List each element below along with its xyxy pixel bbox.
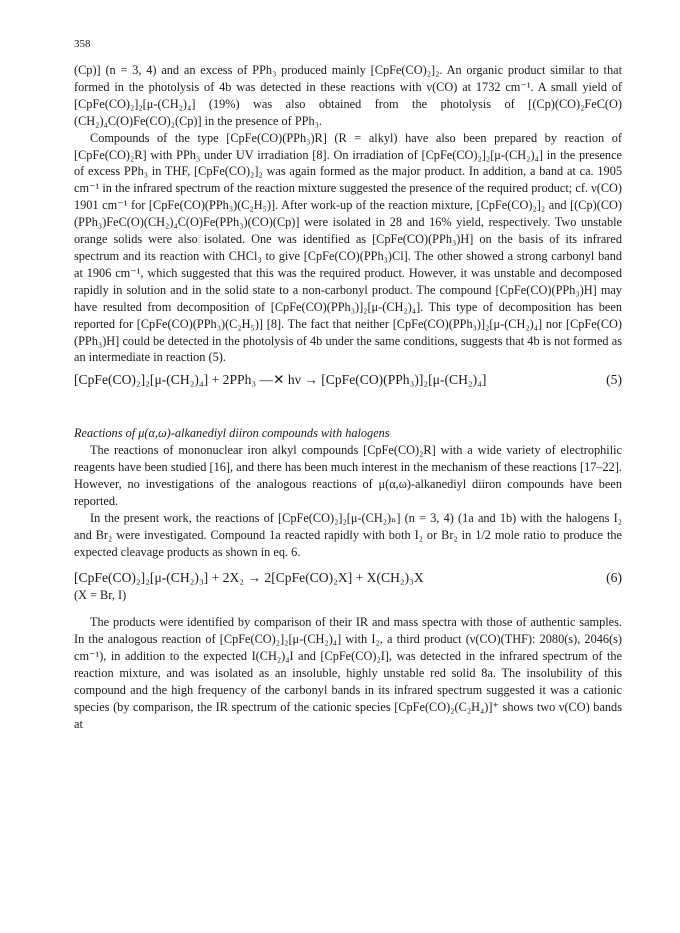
section-heading: Reactions of μ(α,ω)-alkanediyl diiron compounds with halogens <box>74 426 390 441</box>
paragraph-continued: (Cp)] (n = 3, 4) and an excess of PPh₃ produced mainly [CpFe(CO)₂]₂. An organic product similar to that formed in the photolysis of 4b was detected in these reactions with ν(CO) at 1732 cm⁻¹. A small yield of [CpFe(CO)₂]₂[μ-(CH₂)₄] (19%) was also obtained from the photolysis of [(Cp)(CO)₂FeC(O)(CH₂)₄C(O)Fe(CO)₂(Cp)] in the presence of PPh₃. <box>74 63 622 128</box>
article-body <box>74 62 622 733</box>
equation-5-number: (5) <box>606 372 622 388</box>
equation-6 <box>74 570 622 587</box>
paragraph-compounds: Compounds of the type [CpFe(CO)(PPh₃)R] (R = alkyl) have also been prepared by reaction of [CpFe(CO)₂R] with PPh₃ under UV irradiation [8]. On irradiation of [CpFe(CO)₂]₂[μ-(CH₂)₄] in the presence of excess PPh₃ in THF, [CpFe(CO)₂]₂ was again formed as the major product. In addition, a band at ca. 1905 cm⁻¹ in the infrared spectrum of the reaction mixture suggested the presence of the required product; cf. ν(CO) 1901 cm⁻¹ for [CpFe(CO)(PPh₃)(C₂H₅)]. After work-up of the reaction mixture, [CpFe(CO)₂]₂ and [(Cp)(CO)(PPh₃)FeC(O)(CH₂)₄C(O)Fe(PPh₃)(CO)(Cp)] were isolated in 28 and 16% yield, respectively. Two unstable orange solids were also isolated. One was identified as [CpFe(CO)(PPh₃)H] on the basis of its infrared spectrum and its reaction with CHCl₃ to give [CpFe(CO)(PPh₃)Cl]. The other showed a strong carbonyl band at 1906 cm⁻¹, which suggested that this was the required product. However, it was unstable and decomposed rapidly in solution and in the solid state to a non-carbonyl product. The compound [CpFe(CO)(PPh₃)H] may have resulted from decomposition of [CpFe(CO)(PPh₃)]₂[μ-(CH₂)₄]. This type of decomposition has been reported for [CpFe(CO)(PPh₃)(C₂H₅)] [8]. The fact that neither [CpFe(CO)(PPh₃)]₂[μ-(CH₂)₄] nor [CpFe(CO)(PPh₃)H] could be detected in the photolysis of 4b under the same conditions, suggests that 4b is not formed as an intermediate in reaction (5). <box>74 130 622 365</box>
page-number: 358 <box>74 38 91 50</box>
paragraph-present-work: In the present work, the reactions of [CpFe(CO)₂]₂[μ-(CH₂)ₙ] (n = 3, 4) (1a and 1b) with the halogens I₂ and Br₂ were investigated. Compound 1a reacted rapidly with both I₂ or Br₂ in 1/2 mole ratio to produce the expected cleavage products as shown in eq. 6. <box>74 510 622 559</box>
paragraph-reactions: The reactions of mononuclear iron alkyl compounds [CpFe(CO)₂R] with a wide variety of electrophilic reagents have been studied [16], and there has been much interest in the mechanism of these reactions [17–22]. However, no investigations of the analogous reactions of μ(α,ω)-alkanediyl diiron compounds have been reported. <box>74 443 622 508</box>
equation-5 <box>74 372 622 389</box>
equation-6-condition: (X = Br, I) <box>74 588 127 603</box>
equation-5-text: [CpFe(CO)₂]₂[μ-(CH₂)₄] + 2PPh₃ —✕ hν → [CpFe(CO)(PPh₃)]₂[μ-(CH₂)₄] <box>74 372 487 388</box>
paragraph-products: The products were identified by comparison of their IR and mass spectra with those of authentic samples. In the analogous reaction of [CpFe(CO)₂]₂[μ-(CH₂)₄] with I₂, a third product (ν(CO)(THF): 2080(s), 2046(s) cm⁻¹), in addition to the expected I(CH₂)₄I and [CpFe(CO)₂I], was detected in the infrared spectrum of the reaction mixture, and was isolated as an insoluble, highly unstable red solid 8a. The insolubility of this compound and the high frequency of the carbonyl bands in its infrared spectrum suggested it was a cationic species (by comparison, the IR spectrum of the cationic species [CpFe(CO)₂(C₂H₄)]⁺ shows two ν(CO) bands at <box>74 615 622 731</box>
equation-6-text: [CpFe(CO)₂]₂[μ-(CH₂)₃] + 2X₂ → 2[CpFe(CO)₂X] + X(CH₂)₃X <box>74 570 424 586</box>
equation-6-number: (6) <box>606 570 622 586</box>
